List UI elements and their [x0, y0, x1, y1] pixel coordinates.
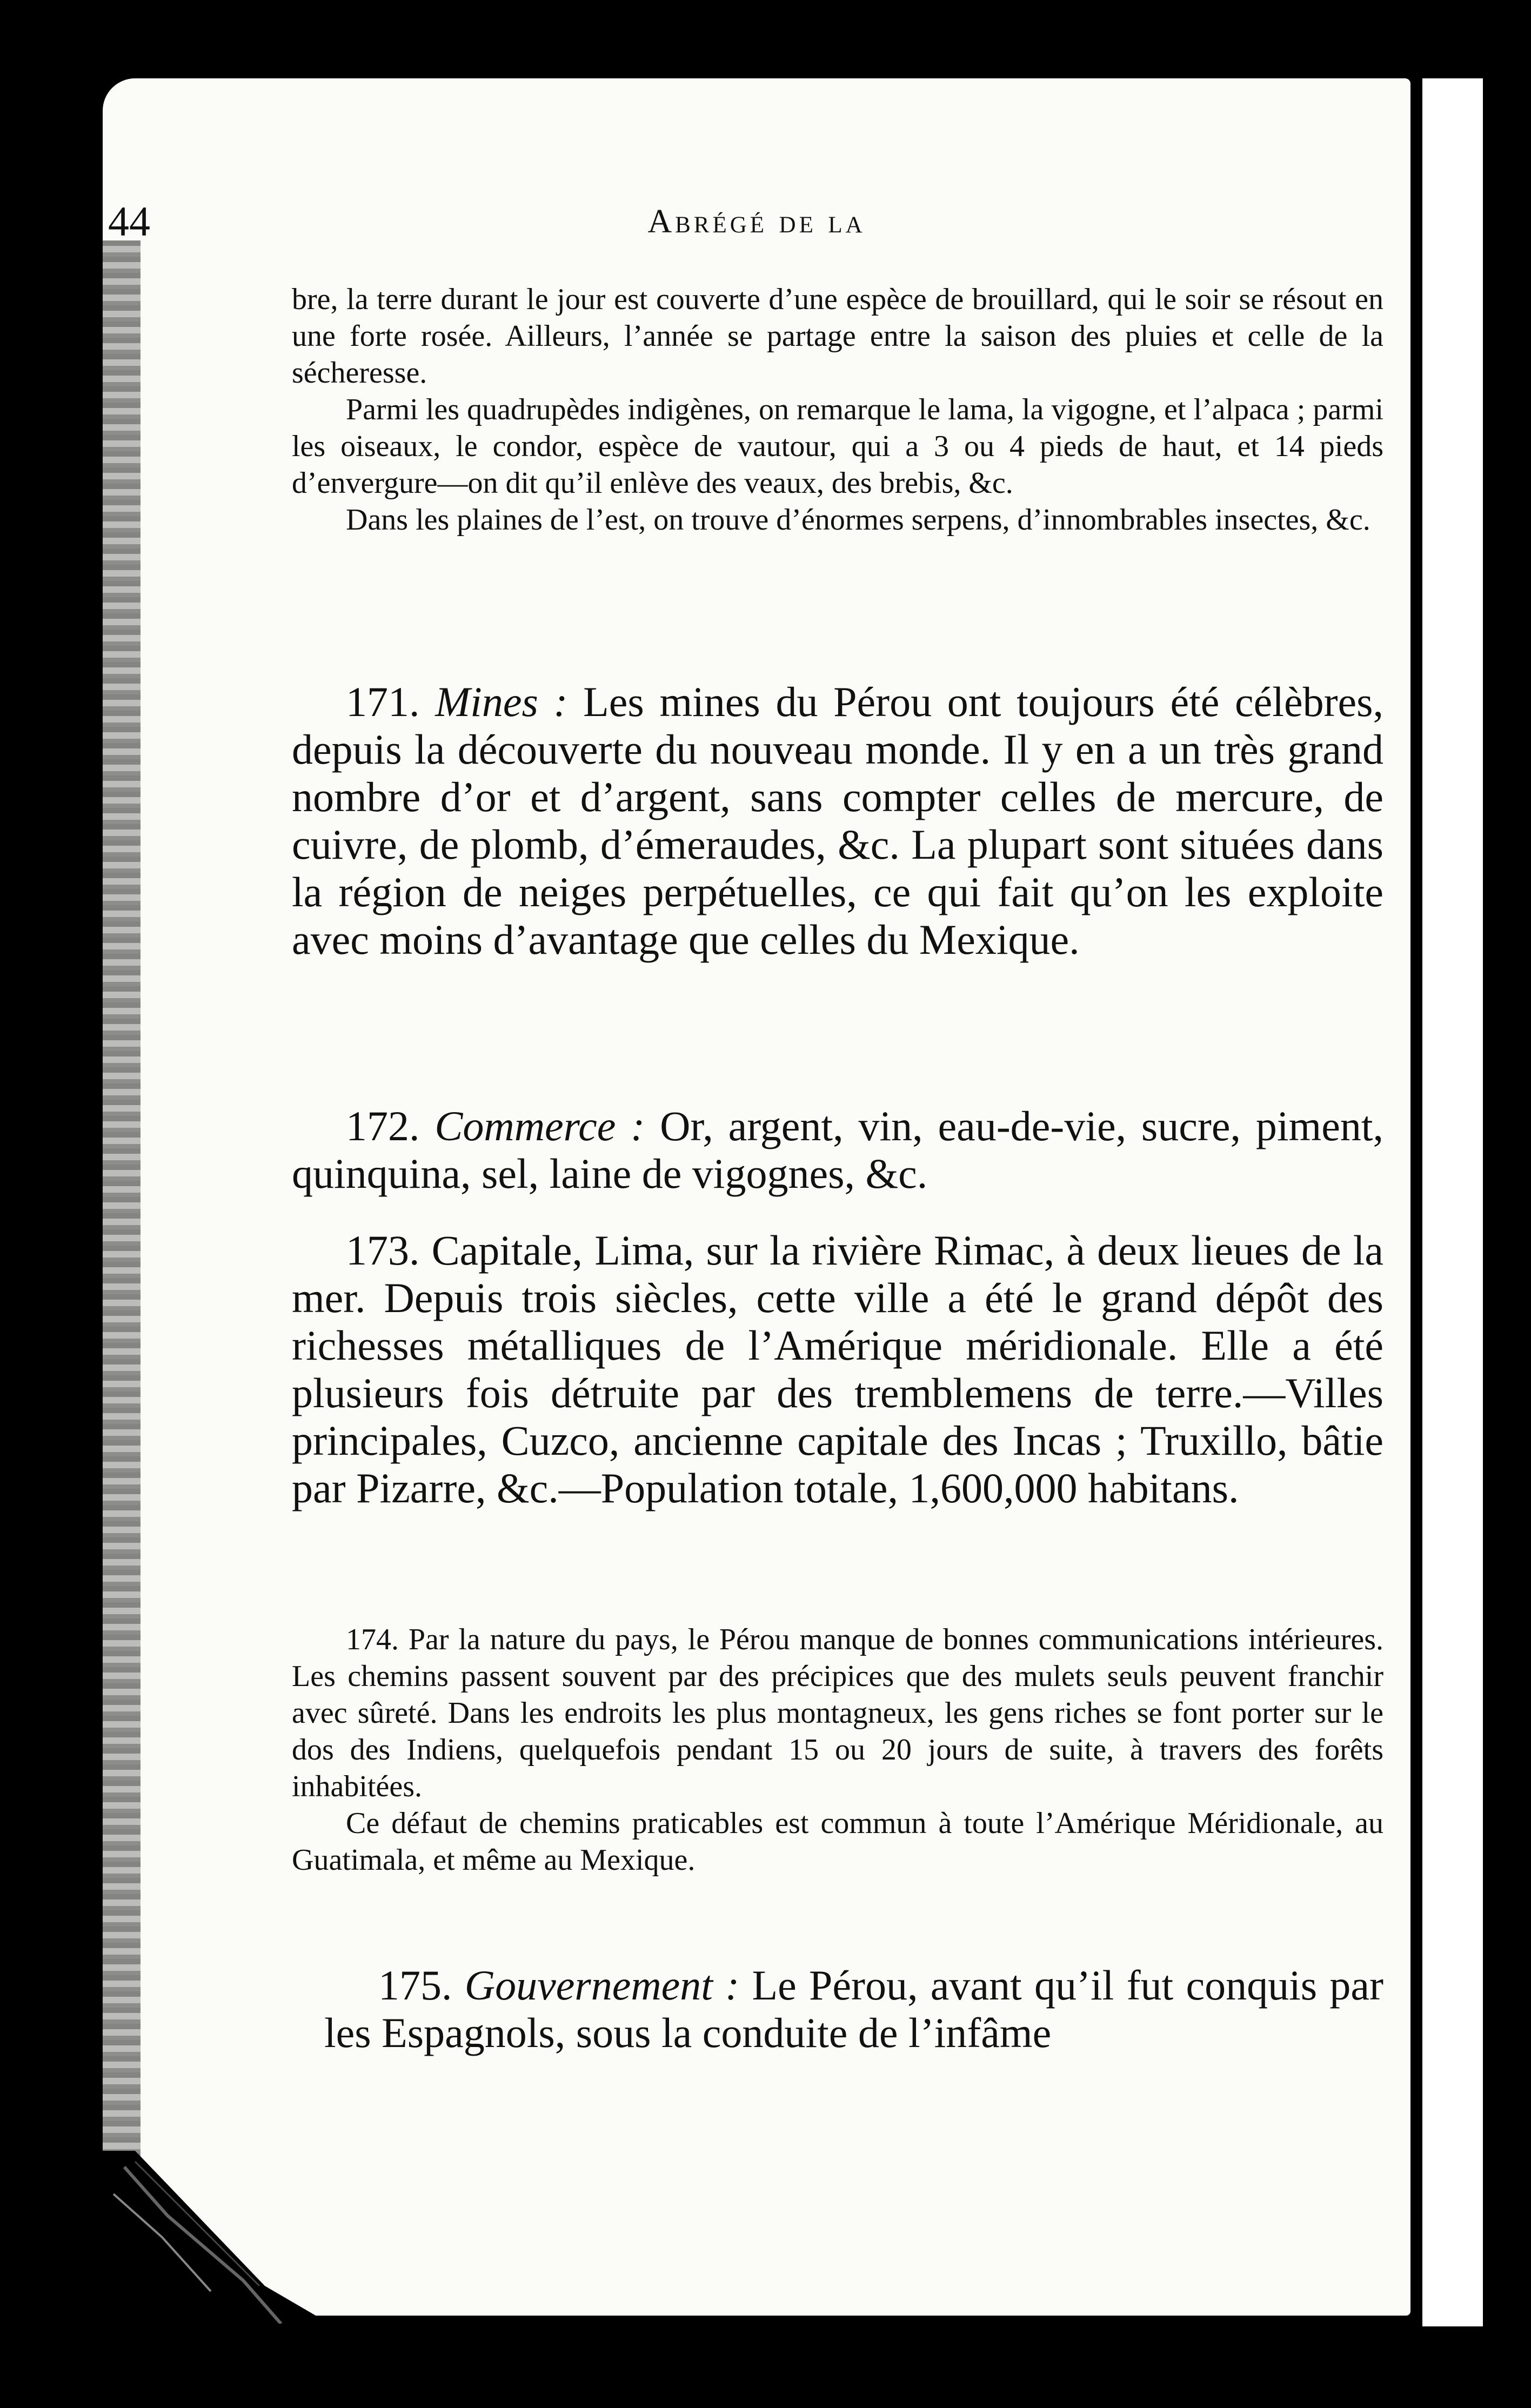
- section-174: [292, 1621, 1383, 1878]
- paragraph-climate: bre, la terre durant le jour est couverte d’une espèce de brouillard, qui le soir se résout en une forte rosée. Ailleurs, l’année se partage entre la saison des pluies et celle de la sécheresse.: [292, 283, 1383, 390]
- section-number: 172.: [346, 1102, 420, 1149]
- paragraph-roads: Ce défaut de chemins praticables est commun à toute l’Amérique Méridionale, au Guatimala, et même au Mexique.: [292, 1807, 1383, 1877]
- section-173: [292, 1227, 1383, 1512]
- section-number: 174.: [346, 1623, 399, 1656]
- section-172: [292, 1102, 1383, 1198]
- section-number: 171.: [346, 678, 420, 725]
- adjacent-page-edge: [1422, 78, 1483, 2326]
- section-text: Le Pérou, avant qu’il fut conquis par les Espagnols, sous la conduite de l’infâme: [324, 1962, 1384, 2056]
- section-title: Mines :: [435, 678, 568, 725]
- running-header: [162, 195, 1383, 249]
- paragraph-serpents: Dans les plaines de l’est, on trouve d’énormes serpens, d’innombrables insectes, &c.: [346, 503, 1370, 537]
- section-number: 175.: [378, 1962, 452, 2009]
- binding-shadow: [103, 240, 141, 2240]
- top-text-block: [292, 281, 1383, 538]
- running-title: Abrégé de la: [647, 203, 866, 240]
- section-title: Gouvernement :: [464, 1962, 740, 2009]
- section-text: Par la nature du pays, le Pérou manque de bonnes communications intérieures. Les chemins passent souvent par des précipices que des mulets seuls peuvent franchir avec sûreté. Dans les endroits les plus montagneux, les gens riches se font porter sur le dos des Indiens, quelquefois pendant 15 ou 20 jours de suite, à travers des forêts inhabitées.: [292, 1623, 1384, 1803]
- folded-corner: [103, 2151, 330, 2324]
- section-title: Commerce :: [434, 1102, 645, 1149]
- paragraph-fauna: Parmi les quadrupèdes indigènes, on remarque le lama, la vigogne, et l’alpaca ; parmi les oiseaux, le condor, espèce de vautour, qui a 3 ou 4 pieds de haut, et 14 pieds d’envergure—on dit qu’il enlève des veaux, des brebis, &c.: [292, 393, 1383, 500]
- section-text: Les mines du Pérou ont toujours été célèbres, depuis la découverte du nouveau monde. Il y en a un très grand nombre d’or et d’argent, sans compter celles de mercure, de cuivre, de plomb, d’émeraudes, &c. La plupart sont situées dans la région de neiges perpétuelles, ce qui fait qu’on les exploite avec moins d’avantage que celles du Mexique.: [292, 678, 1384, 963]
- section-text: Capitale, Lima, sur la rivière Rimac, à deux lieues de la mer. Depuis trois siècles, cette ville a été le grand dépôt des richesses métalliques de l’Amérique méridionale. Elle a été plusieurs fois détruite par des tremblemens de terre.—Villes principales, Cuzco, ancienne capitale des Incas ; Truxillo, bâtie par Pizarre, &c.—Population totale, 1,600,000 habitans.: [292, 1227, 1384, 1511]
- section-171: [292, 678, 1383, 964]
- section-175: [324, 1962, 1383, 2057]
- section-text: Or, argent, vin, eau-de-vie, sucre, piment, quinquina, sel, laine de vigognes, &c.: [292, 1102, 1383, 1197]
- page-number: 44: [108, 198, 150, 245]
- section-number: 173.: [346, 1227, 420, 1274]
